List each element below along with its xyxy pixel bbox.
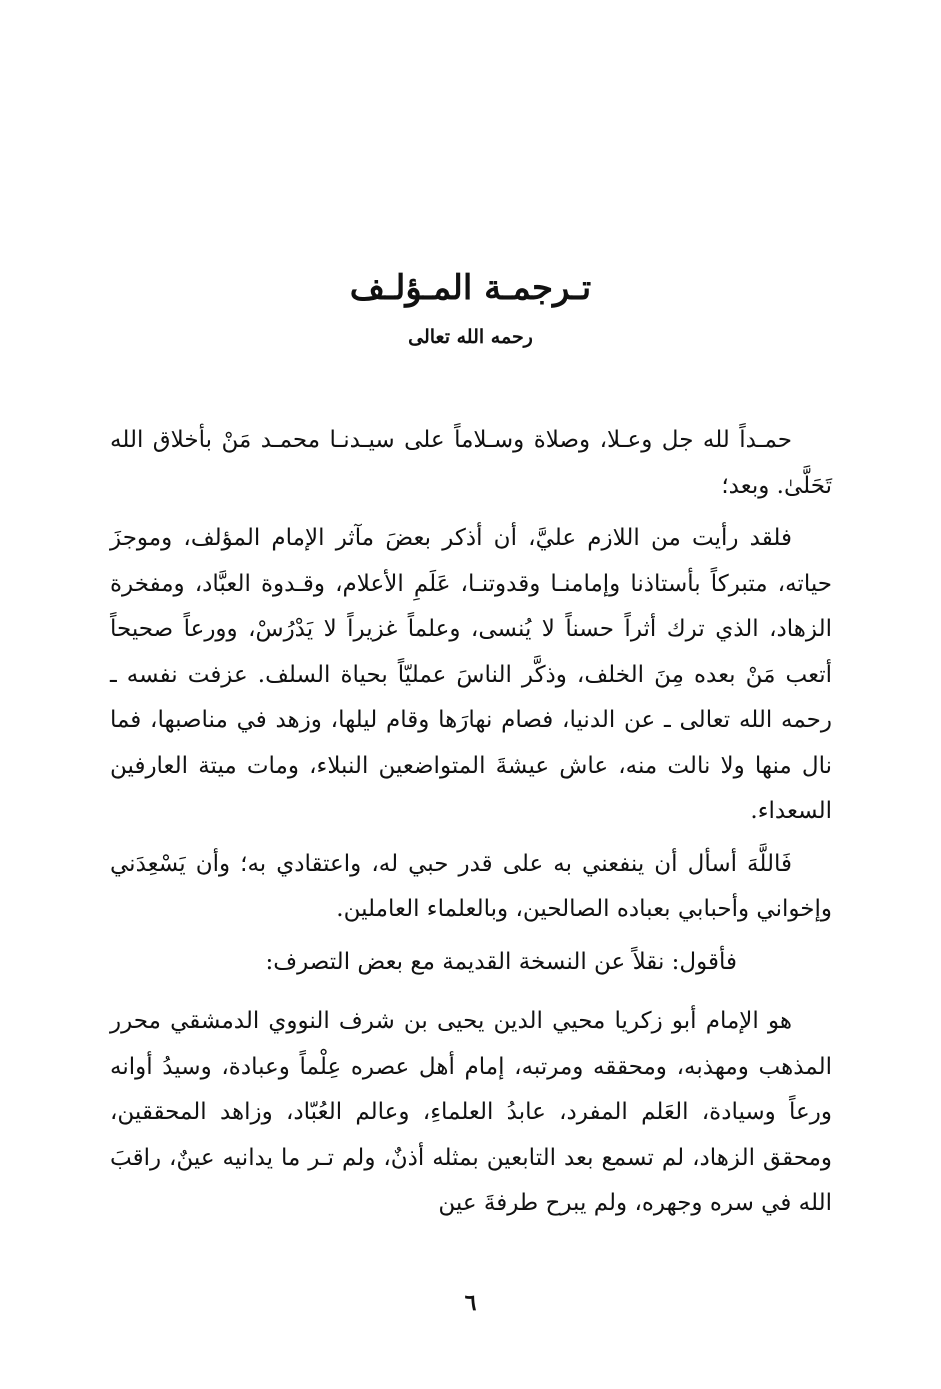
paragraph-author-virtues: فلقد رأيت من اللازم عليَّ، أن أذكر بعضَ مآثر الإمام المؤلف، وموجزَ حياته، متبركاً بأستاذنا وإمامنـا وقدوتنـا، عَلَمِ الأعلام، وقـدوة العبَّاد، ومفخرة الزهاد، الذي ترك أثراً حسناً لا يُنسى، وعلماً غزيراً لا يَدْرُسْ، وورعاً صحيحاً أتعب مَنْ بعده مِنَ الخلف، وذكَّر الناسَ عمليّاً بحياة السلف. عزفت نفسه ـ رحمه الله تعالى ـ عن الدنيا، فصام نهارَها وقام ليلها، وزهد في مناصبها، فما نال منها ولا نالت منه، عاش عيشةَ المتواضعين النبلاء، ومات ميتة العارفين السعداء. (110, 525, 832, 824)
paragraph-supplication: فَاللَّهَ أسأل أن ينفعني به على قدر حبي له، واعتقادي به؛ وأن يَسْعِدَني وإخواني وأحبابي بعباده الصالحين، وبالعلماء العاملين. (110, 850, 832, 922)
page-number: ٦ (464, 1290, 477, 1316)
page-subtitle: رحمه الله تعالى (408, 326, 533, 348)
body-text (110, 418, 832, 1234)
paragraph-quote-intro: فأقول: نقلاً عن النسخة القديمة مع بعض التصرف: (265, 948, 737, 975)
page-title: تـرجمـة المـؤلـف (349, 268, 592, 308)
paragraph-biography: هو الإمام أبو زكريا محيي الدين يحيى بن شرف النووي الدمشقي محرر المذهب ومهذبه، ومحققه ومرتبه، إمام أهل عصره عِلْماً وعبادة، وسيدُ أوانه ورعاً وسيادة، العَلم المفرد، عابدُ العلماءِ، وعالم العُبّاد، وزاهد المحققين، ومحقق الزهاد، لم تسمع بعد التابعين بمثله أذنٌ، ولم تـر ما يدانيه عينٌ، راقبَ الله في سره وجهره، ولم يبرح طرفةَ عين (110, 1008, 832, 1216)
paragraph-opening: حمـداً لله جل وعـلا، وصلاة وسـلاماً على سيـدنـا محمـد مَنْ بأخلاق الله تَحَلَّىٰ. وبعد؛ (110, 427, 832, 499)
